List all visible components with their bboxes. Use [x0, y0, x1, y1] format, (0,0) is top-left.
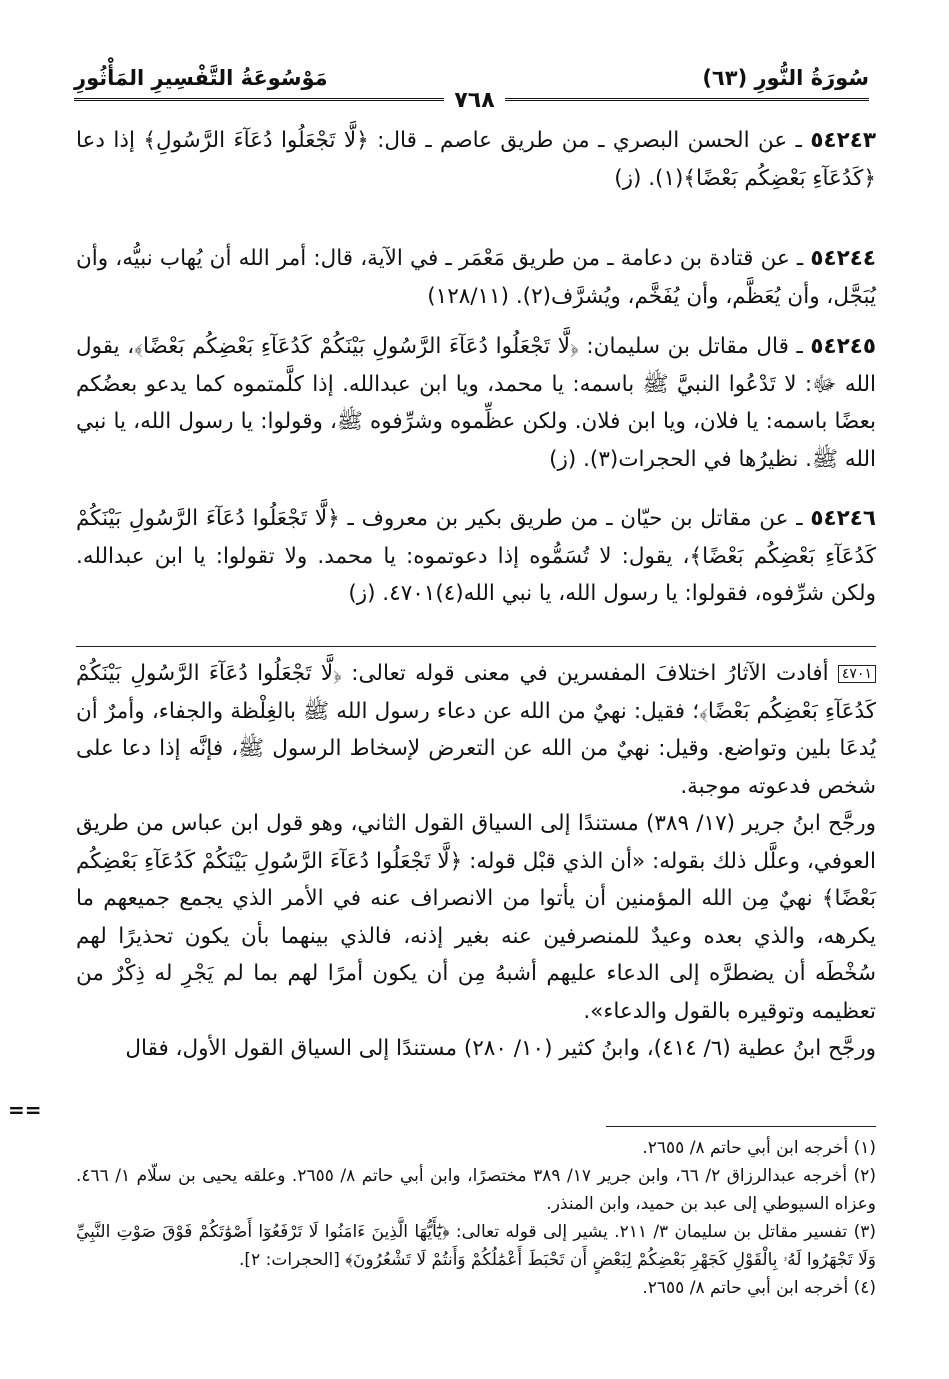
- entry-paragraph: [76, 328, 876, 478]
- entry-54243: [76, 122, 876, 197]
- entry-54246: [76, 500, 876, 613]
- commentary-p1: [76, 655, 876, 805]
- entry-number: ٥٤٢٤٥: [810, 334, 876, 359]
- book-title: مَوْسُوعَةُ التَّفْسِيرِ المَأْثُورِ: [74, 66, 328, 90]
- entry-number: ٥٤٢٤٦: [810, 506, 876, 531]
- entry-text: ـ عن قتادة بن دعامة ـ من طريق مَعْمَر ـ في الآية، قال: أمر الله أن يُهاب نبيُّه، وأن يُبَجَّل، وأن يُعَظَّم، وأن يُفَخَّم، ويُشرَّف(٢). (١٢٨/١١): [76, 246, 876, 309]
- commentary-p1-text: أفادت الآثارُ اختلافَ المفسرين في معنى قوله تعالى: ﴿لَّا تَجْعَلُوا دُعَآءَ الرَّسُولِ بَيْنَكُمْ كَدُعَآءِ بَعْضِكُم بَعْضًا﴾؛ فقيل: نهيٌ من الله عن دعاء رسول الله ﷺ بالغِلْظة والجفاء، وأمرٌ أن يُدعَا بلين وتواضع. وقيل: نهيٌ من الله عن التعرض لإسخاط الرسول ﷺ، فإنَّه إذا دعا على شخص فدعوته موجبة.: [76, 661, 876, 799]
- entry-text: ـ قال مقاتل بن سليمان: ﴿لَّا تَجْعَلُوا دُعَآءَ الرَّسُولِ بَيْنَكُمْ كَدُعَآءِ بَعْضِكُم بَعْضًا﴾، يقول الله ﷻ: لا تَدْعُوا النبيَّ ﷺ باسمه: يا محمد، ويا ابن عبدالله. إذا كلَّمتموه كما يدعو بعضُكم بعضًا باسمه: يا فلان، ويا ابن فلان. ولكن عظِّموه وشرِّفوه ﷺ، وقولوا: يا رسول الله، يا نبي الله ﷺ. نظيرُها في الحجرات(٣). (ز): [76, 334, 876, 472]
- footnote-2: (٢) أخرجه عبدالرزاق ٢/ ٦٦، وابن جرير ١٧/ ٣٨٩ مختصرًا، وابن أبي حاتم ٨/ ٢٦٥٥. وعلقه يحيى بن سلّام ١/ ٤٦٦. وعزاه السيوطي إلى عبد بن حميد، وابن المنذر.: [76, 1166, 876, 1214]
- page-number: ٧٦٨: [444, 88, 504, 113]
- commentary: [76, 655, 876, 1068]
- entry-number: ٥٤٢٤٣: [810, 128, 876, 153]
- page-number-wrap: [0, 88, 949, 113]
- entry-54245: [76, 328, 876, 478]
- footnote-4: (٤) أخرجه ابن أبي حاتم ٨/ ٢٦٥٥.: [642, 1278, 876, 1298]
- footnotes: [76, 1134, 876, 1302]
- footnote-separator: [606, 1126, 876, 1127]
- entry-54244: [76, 240, 876, 315]
- surah-title: سُورَةُ النُّورِ (٦٣): [702, 66, 869, 90]
- entry-text: ـ عن الحسن البصري ـ من طريق عاصم ـ قال: ﴿لَّا تَجْعَلُوا دُعَآءَ الرَّسُولِ﴾ إذا دعا ﴿كَدُعَآءِ بَعْضِكُم بَعْضًا﴾(١). (ز): [76, 128, 876, 191]
- entry-number: ٥٤٢٤٤: [810, 246, 876, 271]
- entry-paragraph: [76, 500, 876, 613]
- continuation-mark: ==: [8, 1098, 42, 1122]
- entry-paragraph: [76, 240, 876, 315]
- footnote-3: (٣) تفسير مقاتل بن سليمان ٣/ ٢١١. يشير إلى قوله تعالى: ﴿يَٰٓأَيُّهَا الَّذِينَ ءَامَنُوا لَا تَرْفَعُوٓا أَصْوَٰتَكُمْ فَوْقَ صَوْتِ النَّبِيِّ وَلَا تَجْهَرُوا لَهُۥ بِالْقَوْلِ كَجَهْرِ بَعْضِكُمْ لِبَعْضٍ أَن تَحْبَطَ أَعْمَٰلُكُمْ وَأَنتُمْ لَا تَشْعُرُونَ﴾ [الحجرات: ٢].: [76, 1222, 876, 1270]
- commentary-separator: [76, 646, 876, 647]
- entry-text: ـ عن مقاتل بن حيّان ـ من طريق بكير بن معروف ـ ﴿لَّا تَجْعَلُوا دُعَآءَ الرَّسُولِ بَيْنَكُمْ كَدُعَآءِ بَعْضِكُم بَعْضًا﴾، يقول: لا تُسَمُّوه إذا دعوتموه: يا محمد. ولا تقولوا: يا ابن عبدالله. ولكن شرِّفوه، فقولوا: يا رسول الله، يا نبي الله(٤)٤٧٠١. (ز): [76, 506, 876, 606]
- commentary-p2: ورجَّح ابنُ جرير (١٧/ ٣٨٩) مستندًا إلى السياق القول الثاني، وهو قول ابن عباس من طريق العوفي، وعلَّل ذلك بقوله: «أن الذي قبْل قوله: ﴿لَّا تَجْعَلُوا دُعَآءَ الرَّسُولِ بَيْنَكُمْ كَدُعَآءِ بَعْضِكُم بَعْضًا﴾ نهيٌ مِن الله المؤمنين أن يأتوا من الانصراف عنه في الأمر الذي يجمع جميعهم ما يكرهه، والذي بعده وعيدٌ للمنصرفين عنه بغير إذنه، فالذي بينهما بأن يكون تحذيرًا لهم سُخْطَه أن يضطرَّه إلى الدعاء عليهم أشبهُ مِن أن يكون أمرًا لهم بما لم يَجْرِ له ذِكْرٌ من تعظيمه وتوقيره بالقول والدعاء».: [76, 811, 876, 1024]
- footnote-1: (١) أخرجه ابن أبي حاتم ٨/ ٢٦٥٥.: [642, 1138, 876, 1158]
- commentary-p3: ورجَّح ابنُ عطية (٦/ ٤١٤)، وابنُ كثير (١٠/ ٢٨٠) مستندًا إلى السياق القول الأول، فقال: [125, 1036, 876, 1061]
- entry-paragraph: [76, 122, 876, 197]
- commentary-ref: ٤٧٠١: [838, 665, 876, 683]
